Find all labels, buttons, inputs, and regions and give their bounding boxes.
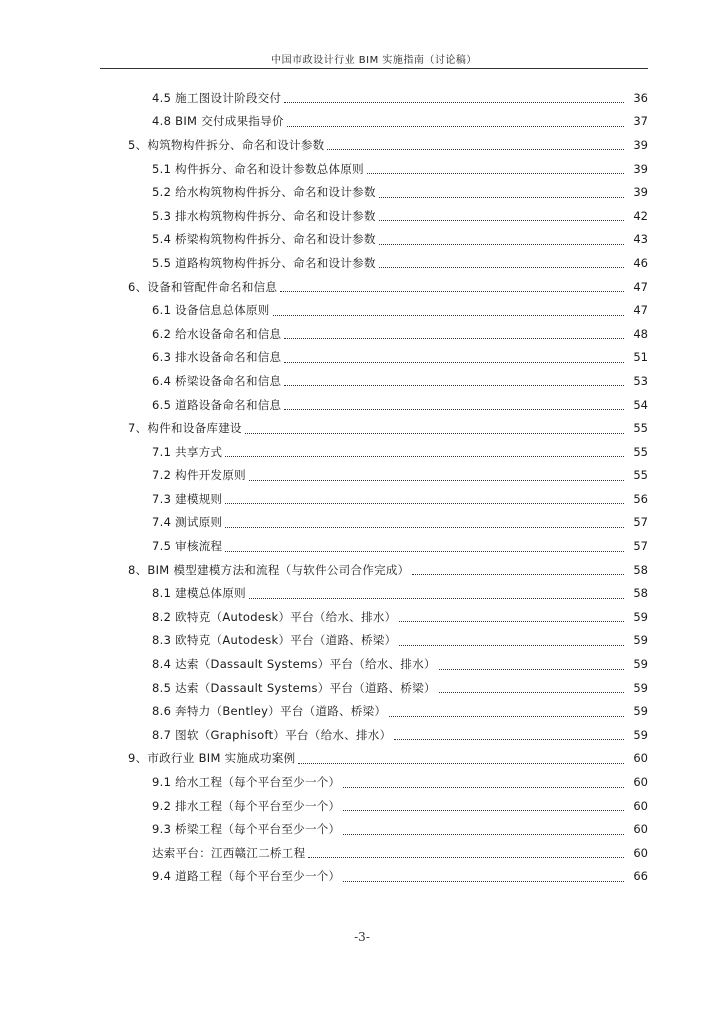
- toc-entry-page: 56: [633, 491, 648, 506]
- toc-entry-title: 6.2 给水设备命名和信息: [152, 326, 282, 341]
- toc-entry-page: 48: [633, 326, 648, 341]
- dot-leader: [379, 220, 624, 221]
- toc-entry-title: 8.6 奔特力（Bentley）平台（道路、桥梁）: [152, 704, 387, 719]
- toc-entry-page: 59: [633, 680, 648, 695]
- toc-entry[interactable]: [0, 204, 724, 228]
- toc-entry-page: 53: [633, 373, 648, 388]
- dot-leader: [280, 291, 624, 292]
- toc-entry-title: 8.7 图软（Graphisoft）平台（给水、排水）: [152, 727, 392, 742]
- dot-leader: [284, 102, 624, 103]
- dot-leader: [225, 503, 624, 504]
- dot-leader: [298, 763, 624, 764]
- toc-entry-page: 60: [633, 798, 648, 813]
- dot-leader: [225, 456, 624, 457]
- toc-entry[interactable]: [0, 180, 724, 204]
- toc-entry[interactable]: [0, 393, 724, 417]
- toc-entry-title: 6.3 排水设备命名和信息: [152, 350, 282, 365]
- toc-entry[interactable]: [0, 298, 724, 322]
- toc-entry-page: 57: [633, 539, 648, 554]
- toc-entry-title: 7.5 审核流程: [152, 539, 223, 554]
- dot-leader: [343, 787, 624, 788]
- dot-leader: [308, 857, 624, 858]
- dot-leader: [379, 267, 624, 268]
- toc-entry-page: 54: [633, 397, 648, 412]
- page-number: -3-: [354, 930, 370, 944]
- toc-entry-title: 7.1 共享方式: [152, 444, 223, 459]
- toc-entry-page: 60: [633, 845, 648, 860]
- toc-entry[interactable]: [0, 865, 724, 889]
- toc-entry[interactable]: [0, 110, 724, 134]
- toc-entry-page: 59: [633, 704, 648, 719]
- toc-entry-page: 55: [633, 468, 648, 483]
- toc-entry-title: 9.1 给水工程（每个平台至少一个）: [152, 775, 341, 790]
- toc-entry-page: 47: [633, 279, 648, 294]
- dot-leader: [284, 385, 624, 386]
- toc-entry-title: 6、设备和管配件命名和信息: [128, 279, 278, 294]
- dot-leader: [225, 527, 624, 528]
- toc-entry-page: 39: [633, 161, 648, 176]
- dot-leader: [379, 244, 624, 245]
- toc-entry[interactable]: [0, 558, 724, 582]
- toc-entry-title: 7、构件和设备库建设: [128, 421, 242, 436]
- toc-entry-page: 46: [633, 255, 648, 270]
- toc-entry[interactable]: [0, 251, 724, 275]
- toc-entry-title: 5.4 桥梁构筑物构件拆分、命名和设计参数: [152, 232, 376, 247]
- toc-entry[interactable]: [0, 699, 724, 723]
- toc-entry-page: 43: [633, 232, 648, 247]
- toc-entry-page: 55: [633, 421, 648, 436]
- toc-entry-title: 5.1 构件拆分、命名和设计参数总体原则: [152, 161, 364, 176]
- toc-entry-title: 6.5 道路设备命名和信息: [152, 397, 282, 412]
- toc-entry-title: 7.3 建模规则: [152, 491, 223, 506]
- dot-leader: [249, 598, 624, 599]
- dot-leader: [439, 669, 624, 670]
- toc-entry[interactable]: [0, 770, 724, 794]
- toc-entry-title: 达索平台：江西赣江二桥工程: [152, 845, 306, 860]
- toc-entry-page: 37: [633, 114, 648, 129]
- toc-entry[interactable]: [0, 841, 724, 865]
- dot-leader: [273, 315, 624, 316]
- toc-entry[interactable]: [0, 416, 724, 440]
- dot-leader: [287, 126, 624, 127]
- toc-entry[interactable]: [0, 369, 724, 393]
- toc-entry-title: 7.4 测试原则: [152, 515, 223, 530]
- dot-leader: [225, 551, 624, 552]
- toc-entry[interactable]: [0, 346, 724, 370]
- dot-leader: [389, 716, 624, 717]
- toc-entry-page: 39: [633, 137, 648, 152]
- toc-entry-page: 60: [633, 822, 648, 837]
- toc-entry-page: 60: [633, 751, 648, 766]
- toc-entry[interactable]: [0, 440, 724, 464]
- toc-entry-title: 9.4 道路工程（每个平台至少一个）: [152, 869, 341, 884]
- toc-entry-title: 6.4 桥梁设备命名和信息: [152, 373, 282, 388]
- header-rule: [100, 68, 648, 69]
- toc-entry[interactable]: [0, 794, 724, 818]
- dot-leader: [399, 621, 624, 622]
- toc-entry[interactable]: [0, 275, 724, 299]
- toc-entry-title: 4.8 BIM 交付成果指导价: [152, 114, 284, 129]
- toc-entry-title: 9.2 排水工程（每个平台至少一个）: [152, 798, 341, 813]
- toc-entry-title: 5、构筑物构件拆分、命名和设计参数: [128, 137, 325, 152]
- toc-entry-page: 55: [633, 444, 648, 459]
- toc-entry-page: 59: [633, 727, 648, 742]
- toc-entry-title: 8.3 欧特克（Autodesk）平台（道路、桥梁）: [152, 633, 397, 648]
- toc-entry[interactable]: [0, 464, 724, 488]
- dot-leader: [327, 149, 624, 150]
- dot-leader: [249, 480, 624, 481]
- toc-entry-title: 9.3 桥梁工程（每个平台至少一个）: [152, 822, 341, 837]
- dot-leader: [284, 362, 624, 363]
- toc-entry-title: 8.5 达索（Dassault Systems）平台（道路、桥梁）: [152, 680, 436, 695]
- toc-entry[interactable]: [0, 534, 724, 558]
- toc-entry-title: 8.4 达索（Dassault Systems）平台（给水、排水）: [152, 657, 436, 672]
- toc-entry-page: 59: [633, 657, 648, 672]
- toc-entry[interactable]: [0, 817, 724, 841]
- dot-leader: [367, 173, 624, 174]
- toc-entry[interactable]: [0, 581, 724, 605]
- toc-entry-title: 4.5 施工图设计阶段交付: [152, 90, 282, 105]
- toc-entry[interactable]: [0, 629, 724, 653]
- dot-leader: [439, 692, 624, 693]
- toc-entry-page: 66: [633, 869, 648, 884]
- toc-entry[interactable]: [0, 652, 724, 676]
- toc-entry[interactable]: [0, 133, 724, 157]
- toc-entry[interactable]: [0, 487, 724, 511]
- toc-entry-page: 36: [633, 90, 648, 105]
- dot-leader: [412, 574, 624, 575]
- toc-entry[interactable]: [0, 157, 724, 181]
- page-header: 中国市政设计行业 BIM 实施指南（讨论稿）: [271, 55, 477, 66]
- dot-leader: [284, 409, 624, 410]
- toc-entry[interactable]: [0, 511, 724, 535]
- toc-entry-page: 58: [633, 586, 648, 601]
- toc-entry[interactable]: [0, 605, 724, 629]
- toc-entry-page: 57: [633, 515, 648, 530]
- toc-entry[interactable]: [0, 86, 724, 110]
- toc-entry[interactable]: [0, 723, 724, 747]
- dot-leader: [343, 881, 624, 882]
- toc-entry-title: 7.2 构件开发原则: [152, 468, 246, 483]
- toc-entry-title: 8.1 建模总体原则: [152, 586, 246, 601]
- dot-leader: [343, 834, 624, 835]
- toc-entry-title: 8.2 欧特克（Autodesk）平台（给水、排水）: [152, 609, 397, 624]
- toc-entry-title: 8、BIM 模型建模方法和流程（与软件公司合作完成）: [128, 562, 410, 577]
- toc-entry-title: 5.3 排水构筑物构件拆分、命名和设计参数: [152, 208, 376, 223]
- toc-entry-page: 59: [633, 609, 648, 624]
- toc-entry[interactable]: [0, 676, 724, 700]
- toc-entry[interactable]: [0, 228, 724, 252]
- toc-entry-title: 6.1 设备信息总体原则: [152, 303, 270, 318]
- toc-entry-page: 59: [633, 633, 648, 648]
- dot-leader: [399, 645, 624, 646]
- toc-entry-page: 60: [633, 775, 648, 790]
- toc-entry-page: 42: [633, 208, 648, 223]
- toc-entry-page: 51: [633, 350, 648, 365]
- toc-entry-title: 5.2 给水构筑物构件拆分、命名和设计参数: [152, 185, 376, 200]
- dot-leader: [379, 197, 624, 198]
- toc-entry[interactable]: [0, 322, 724, 346]
- table-of-contents: [0, 86, 724, 888]
- toc-entry-title: 5.5 道路构筑物构件拆分、命名和设计参数: [152, 255, 376, 270]
- dot-leader: [284, 338, 624, 339]
- toc-entry-page: 47: [633, 303, 648, 318]
- toc-entry-page: 58: [633, 562, 648, 577]
- toc-entry[interactable]: [0, 747, 724, 771]
- dot-leader: [245, 433, 624, 434]
- toc-entry-page: 39: [633, 185, 648, 200]
- dot-leader: [394, 739, 624, 740]
- dot-leader: [343, 810, 624, 811]
- toc-entry-title: 9、市政行业 BIM 实施成功案例: [128, 751, 296, 766]
